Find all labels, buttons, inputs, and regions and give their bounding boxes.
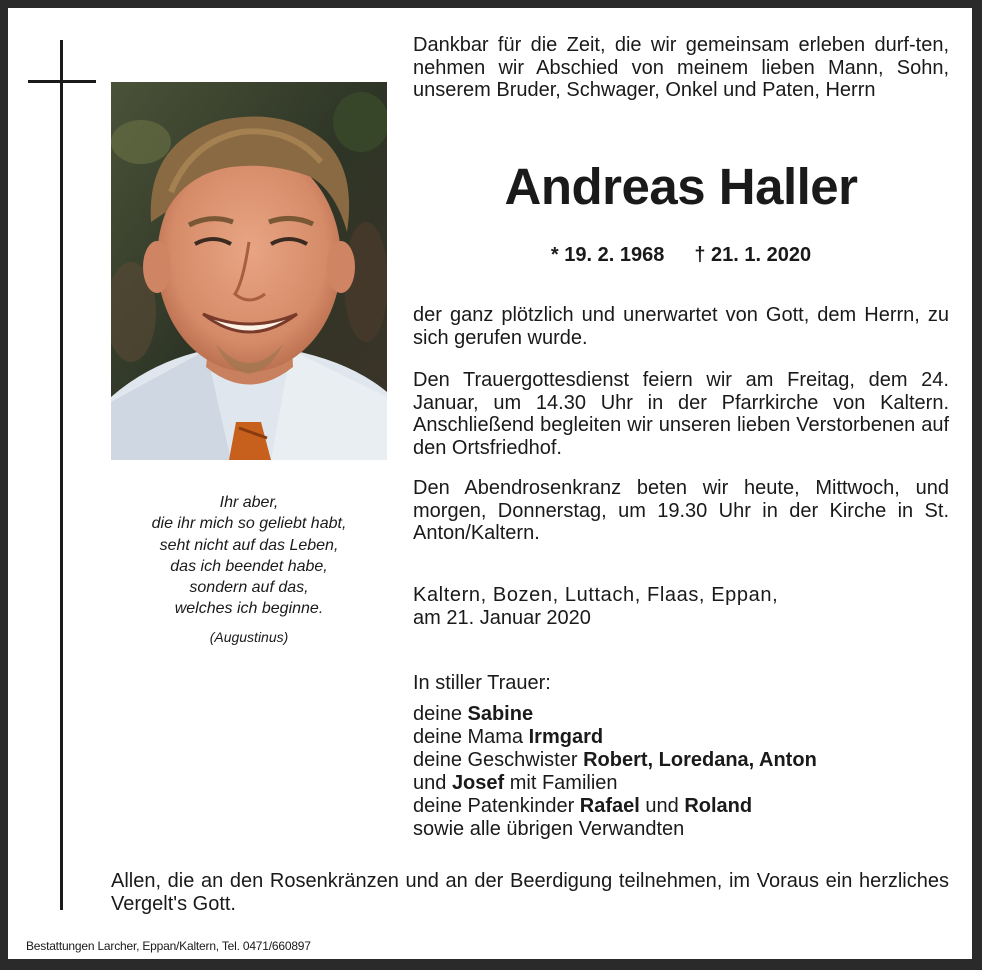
portrait-illustration [111, 82, 387, 460]
mourners-heading: In stiller Trauer: [413, 672, 551, 694]
cross-vertical-bar [60, 40, 63, 910]
announcement-paragraph: der ganz plötzlich und unerwartet von Gott, dem Herrn, zu sich gerufen wurde. [413, 304, 949, 349]
place-list: Kaltern, Bozen, Luttach, Flaas, Eppan, [413, 584, 779, 606]
quote-line: welches ich beginne. [174, 600, 324, 618]
portrait-photo [111, 82, 387, 460]
notice-date: am 21. Januar 2020 [413, 606, 591, 629]
mourner-line: und Josef mit Familien [413, 772, 618, 794]
funeral-service-paragraph: Den Trauergottesdienst feiern wir am Freitag, dem 24. Januar, um 14.30 Uhr in der Pfarrkirche von Kaltern. Anschließend begleiten wir unseren lieben Verstorbenen auf den Ortsfriedhof. [413, 369, 949, 459]
birth-date: * 19. 2. 1968 [550, 244, 665, 266]
quote-line: seht nicht auf das Leben, [159, 536, 339, 554]
life-dates [413, 243, 949, 267]
quote-block [111, 492, 387, 648]
quote-line: die ihr mich so geliebt habt, [151, 515, 347, 533]
mourner-line: deine Patenkinder Rafael und Roland [413, 795, 753, 817]
mourner-line: deine Mama Irmgard [413, 726, 604, 748]
deceased-name: Andreas Haller [504, 158, 858, 215]
closing-thanks: Allen, die an den Rosenkränzen und an der Beerdigung teilnehmen, im Voraus ein herzliches Vergelt's Gott. [111, 870, 949, 915]
obituary-notice [8, 8, 972, 959]
quote-line: Ihr aber, [219, 494, 279, 511]
funeral-home-footer: Bestattungen Larcher, Eppan/Kaltern, Tel. 0471/660897 [26, 939, 311, 953]
quote-line: das ich beendet habe, [170, 557, 328, 575]
mourner-line: sowie alle übrigen Verwandten [413, 818, 685, 840]
rosary-paragraph: Den Abendrosenkranz beten wir heute, Mittwoch, und morgen, Donnerstag, um 19.30 Uhr in der Kirche in St. Anton/Kaltern. [413, 477, 949, 544]
quote-source: (Augustinus) [209, 628, 289, 645]
mourners-list [413, 672, 949, 841]
intro-text: Dankbar für die Zeit, die wir gemeinsam erleben durf-ten, nehmen wir Abschied von meinem lieben Mann, Sohn, unserem Bruder, Schwager, Onkel und Paten, Herrn [413, 34, 949, 101]
place-date [413, 584, 949, 629]
mourner-line: deine Geschwister Robert, Loredana, Anton [413, 749, 817, 771]
mourner-line: deine Sabine [413, 703, 534, 725]
cross-horizontal-bar [28, 80, 96, 83]
quote-line: sondern auf das, [189, 579, 309, 597]
death-date: † 21. 1. 2020 [694, 244, 812, 266]
